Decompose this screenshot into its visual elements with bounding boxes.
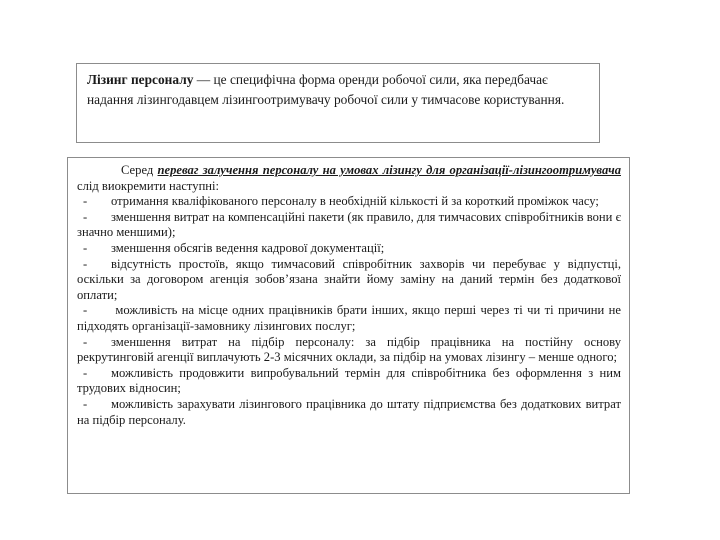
list-item xyxy=(77,335,621,366)
list-item xyxy=(77,257,621,304)
list-marker: - xyxy=(83,194,88,209)
intro-emphasis: переваг залучення персоналу на умовах лізингу для організації-лізингоотримувача xyxy=(157,163,621,177)
list-item-text: зменшення обсягів ведення кадрової документації; xyxy=(111,240,385,255)
intro-suffix: слід виокремити наступні: xyxy=(77,178,220,193)
list-item-text: можливість на місце одних працівників брати інших, якщо перші через ті чи ті причини не підходять організації-замовнику лізингових послуг; xyxy=(77,303,621,333)
list-item-text: можливість продовжити випробувальний термін для співробітника без оформлення з ним трудових відносин; xyxy=(77,365,621,396)
list-marker: - xyxy=(83,365,88,380)
definition-text xyxy=(87,70,589,110)
list-item xyxy=(77,303,621,334)
list-item xyxy=(77,194,621,210)
list-item xyxy=(77,397,621,428)
list-item-text: можливість зарахувати лізингового працівника до штату підприємства без додаткових витрат на підбір персоналу. xyxy=(77,396,621,427)
advantages-intro xyxy=(77,163,621,194)
list-marker: - xyxy=(83,240,88,255)
advantages-box xyxy=(67,157,630,494)
list-item-text: зменшення витрат на компенсаційні пакети (як правило, для тимчасових співробітників вони є значно меншими); xyxy=(77,209,621,240)
list-item xyxy=(77,366,621,397)
intro-prefix: Серед xyxy=(121,163,158,177)
list-item-text: зменшення витрат на підбір персоналу: за підбір працівника на постійну основу рекрутинговій агенції виплачують 2-3 місячних оклади, за підбір на умовах лізингу – менше одного; xyxy=(77,334,621,365)
list-marker: - xyxy=(83,303,88,318)
list-marker: - xyxy=(83,256,88,271)
list-marker: - xyxy=(83,334,88,349)
list-item xyxy=(77,210,621,241)
list-marker: - xyxy=(83,396,88,411)
list-marker: - xyxy=(83,209,88,224)
list-item-text: отримання кваліфікованого персоналу в необхідній кількості й за короткий проміжок часу; xyxy=(111,194,599,209)
definition-term: Лізинг персоналу xyxy=(87,72,194,87)
list-item-text: відсутність простоїв, якщо тимчасовий співробітник захворів чи перебуває у відпустці, оскільки за договором агенція зобов’язана знайти йому заміну на даний термін без додаткової оплати; xyxy=(77,256,621,302)
definition-body: — це специфічна форма оренди робочої сили, яка передбачає надання лізингодавцем лізингоотримувачу робочої сили у тимчасове користування. xyxy=(87,72,565,107)
definition-box xyxy=(76,63,600,143)
list-item xyxy=(77,241,621,257)
